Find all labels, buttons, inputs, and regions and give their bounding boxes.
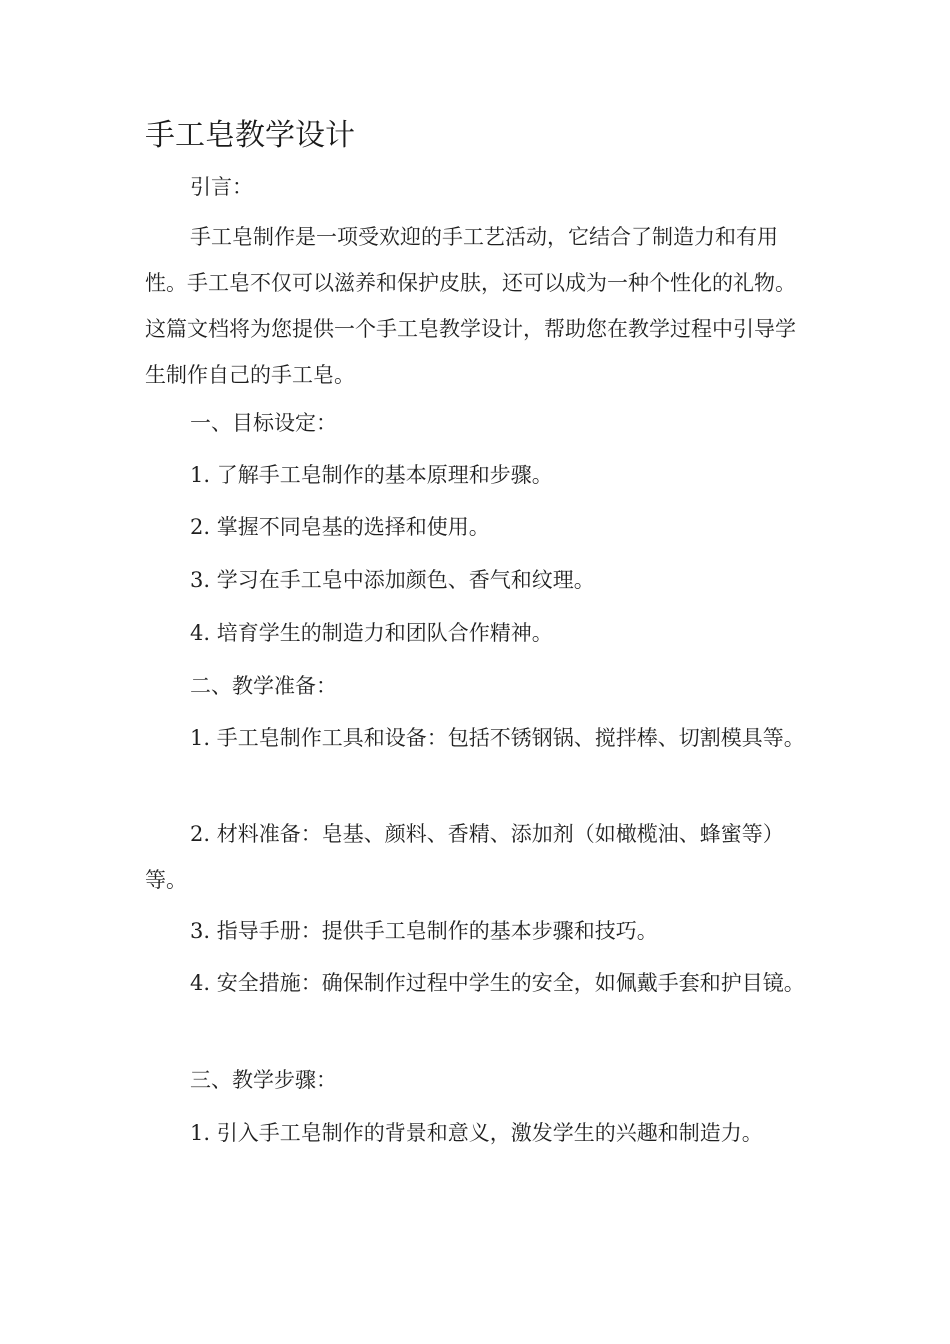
- intro-heading: 引言：: [190, 175, 253, 199]
- preparation-item-3: 3. 指导手册：提供手工皂制作的基本步骤和技巧。: [190, 919, 658, 943]
- section-heading-steps: 三、教学步骤：: [190, 1068, 337, 1092]
- section-heading-goals: 一、目标设定：: [190, 411, 337, 435]
- goal-item-3: 3. 学习在手工皂中添加颜色、香气和纹理。: [190, 568, 595, 592]
- document-title: 手工皂教学设计: [145, 118, 355, 153]
- goal-item-4: 4. 培育学生的制造力和团队合作精神。: [190, 621, 553, 645]
- preparation-item-1: 1. 手工皂制作工具和设备：包括不锈钢锅、搅拌棒、切割模具等。: [190, 726, 805, 750]
- intro-paragraph: 手工皂制作是一项受欢迎的手工艺活动，它结合了制造力和有用性。手工皂不仅可以滋养和保护皮肤，还可以成为一种个性化的礼物。这篇文档将为您提供一个手工皂教学设计，帮助您在教学过程中引导学生制作自己的手工皂。: [145, 225, 796, 387]
- preparation-item-4: 4. 安全措施：确保制作过程中学生的安全，如佩戴手套和护目镜。: [190, 971, 805, 995]
- section-heading-preparation: 二、教学准备：: [190, 674, 337, 698]
- preparation-item-2: 2. 材料准备：皂基、颜料、香精、添加剂（如橄榄油、蜂蜜等）等。: [145, 822, 784, 892]
- step-item-1: 1. 引入手工皂制作的背景和意义，激发学生的兴趣和制造力。: [190, 1121, 763, 1145]
- goal-item-1: 1. 了解手工皂制作的基本原理和步骤。: [190, 463, 553, 487]
- goal-item-2: 2. 掌握不同皂基的选择和使用。: [190, 515, 490, 539]
